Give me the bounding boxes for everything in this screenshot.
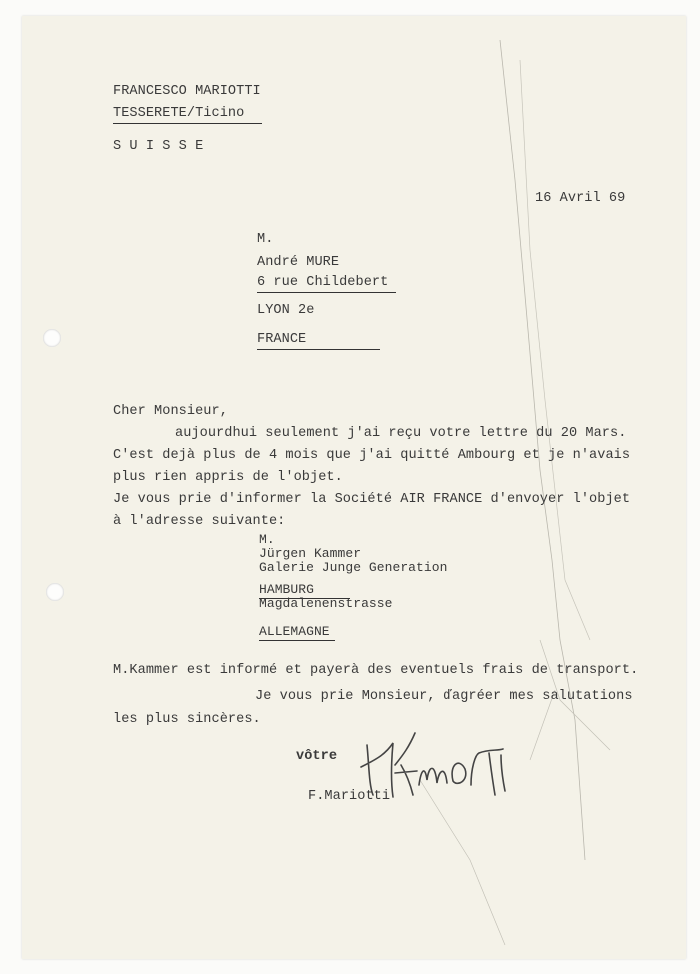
note-line: M.Kammer est informé et payerà des eventuels frais de transport. bbox=[113, 663, 639, 678]
sender-place: TESSERETE/Ticino bbox=[113, 106, 262, 124]
address-city: HAMBURG bbox=[259, 583, 350, 599]
salutation: Cher Monsieur, bbox=[113, 404, 228, 419]
recipient-city: LYON 2e bbox=[257, 303, 315, 318]
address-country: ALLEMAGNE bbox=[259, 625, 335, 641]
address-street: Magdalenenstrasse bbox=[259, 596, 393, 611]
recipient-street: 6 rue Childebert bbox=[257, 275, 396, 293]
recipient-title: M. bbox=[257, 232, 274, 247]
sender-name: FRANCESCO MARIOTTI bbox=[113, 84, 261, 99]
closing-line: les plus sincères. bbox=[113, 712, 261, 727]
body-line: plus rien appris de l'objet. bbox=[113, 470, 343, 485]
signoff-word: vôtre bbox=[296, 749, 338, 764]
address-title: M. bbox=[259, 532, 275, 547]
recipient-name: André MURE bbox=[257, 255, 340, 270]
recipient-country: FRANCE bbox=[257, 332, 380, 350]
body-line: à l'adresse suivante: bbox=[113, 514, 286, 529]
typed-name: F.Mariotti bbox=[308, 789, 391, 804]
sender-country: S U I S S E bbox=[113, 139, 204, 154]
body-line: C'est dejà plus de 4 mois que j'ai quitté Ambourg et je n'avais bbox=[113, 448, 631, 463]
closing-line: Je vous prie Monsieur, ďagréer mes salutations bbox=[255, 689, 633, 704]
letter-date: 16 Avril 69 bbox=[535, 191, 626, 206]
address-gallery: Galerie Junge Generation bbox=[259, 560, 448, 575]
body-line: Je vous prie d'informer la Société AIR FRANCE d'envoyer l'objet bbox=[113, 492, 631, 507]
address-name: Jürgen Kammer bbox=[259, 546, 362, 561]
body-line: aujourdhui seulement j'ai reçu votre lettre du 20 Mars. bbox=[175, 426, 627, 441]
